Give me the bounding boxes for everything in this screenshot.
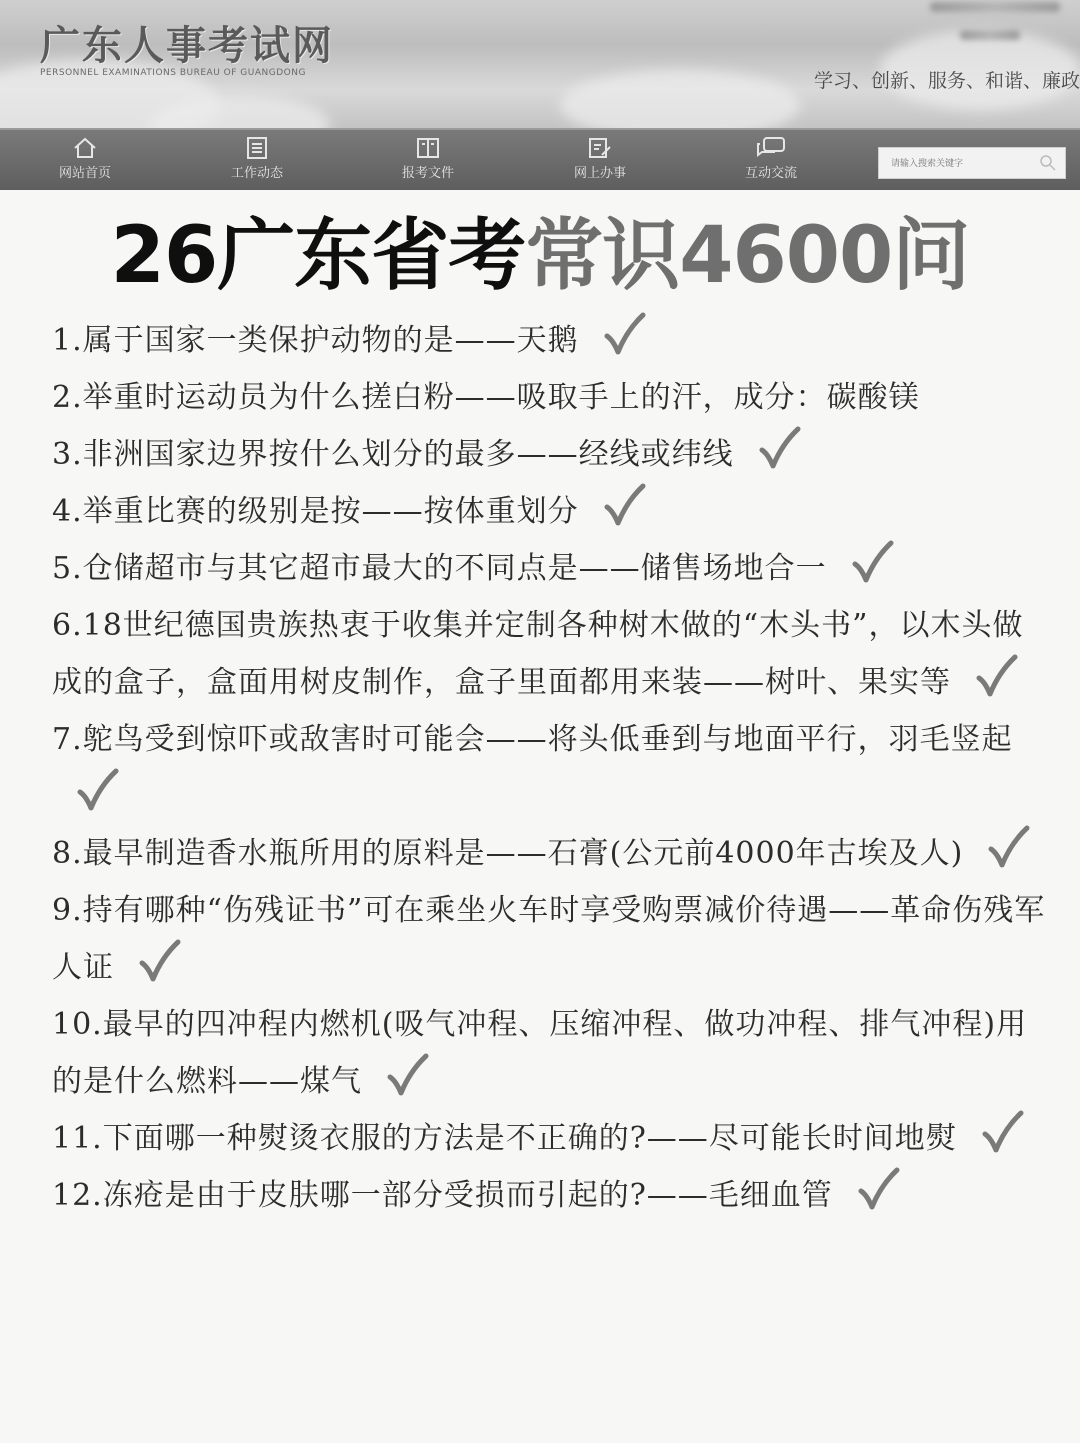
edit-icon — [587, 136, 613, 160]
qa-item — [52, 369, 1052, 426]
qa-text: 6.18世纪德国贵族热衷于收集并定制各种树木做的“木头书”，以木头做成的盒子，盒面用树皮制作，盒子里面都用来装——树叶、果实等 — [52, 608, 1024, 700]
qa-text: 4.举重比赛的级别是按——按体重划分 — [52, 494, 579, 529]
qa-item — [52, 825, 1052, 882]
nav-item-files[interactable] — [373, 136, 483, 181]
home-icon — [72, 136, 98, 160]
check-mark-icon — [987, 825, 1031, 869]
site-banner — [0, 0, 1080, 128]
qa-text: 2.举重时运动员为什么搓白粉——吸取手上的汗，成分：碳酸镁 — [52, 380, 920, 415]
nav-item-label: 网站首页 — [58, 166, 111, 181]
qa-text: 8.最早制造香水瓶所用的原料是——石膏(公元前4000年古埃及人) — [52, 836, 964, 871]
blurred-top-links — [930, 2, 1060, 12]
site-subtitle: PERSONNEL EXAMINATIONS BUREAU OF GUANGDONG — [40, 68, 306, 78]
nav-item-interaction[interactable] — [716, 136, 826, 181]
qa-item — [52, 1167, 1052, 1224]
nav-item-label: 报考文件 — [401, 166, 454, 181]
page-headline — [0, 206, 1080, 306]
headline-part-dark: 26广东省考 — [110, 211, 526, 301]
qa-item — [52, 1110, 1052, 1167]
qa-text: 12.冻疮是由于皮肤哪一部分受损而引起的?——毛细血管 — [52, 1178, 833, 1213]
check-mark-icon — [603, 483, 647, 527]
search-icon[interactable] — [1039, 154, 1057, 172]
nav-item-label: 工作动态 — [230, 166, 283, 181]
qa-item — [52, 597, 1052, 711]
site-slogan: 学习、创新、服务、和谐、廉政 — [813, 70, 1080, 92]
nav-item-label: 互动交流 — [744, 166, 797, 181]
nav-item-label: 网上办事 — [573, 166, 626, 181]
qa-item — [52, 312, 1052, 369]
qa-item — [52, 882, 1052, 996]
qa-text: 1.属于国家一类保护动物的是——天鹅 — [52, 323, 579, 358]
blurred-top-links — [960, 30, 1020, 40]
check-mark-icon — [758, 426, 802, 470]
check-mark-icon — [981, 1110, 1025, 1154]
check-mark-icon — [857, 1167, 901, 1211]
qa-text: 5.仓储超市与其它超市最大的不同点是——储售场地合一 — [52, 551, 827, 586]
qa-item — [52, 483, 1052, 540]
check-mark-icon — [975, 654, 1019, 698]
check-mark-icon — [138, 939, 182, 983]
check-mark-icon — [76, 768, 120, 812]
qa-item — [52, 540, 1052, 597]
book-icon — [415, 136, 441, 160]
document-icon — [244, 136, 270, 160]
check-mark-icon — [386, 1053, 430, 1097]
main-nav — [0, 128, 1080, 190]
search-box — [878, 147, 1066, 179]
banner-cloud — [560, 70, 800, 128]
qa-text: 3.非洲国家边界按什么划分的最多——经线或纬线 — [52, 437, 734, 472]
check-mark-icon — [851, 540, 895, 584]
qa-text: 10.最早的四冲程内燃机(吸气冲程、压缩冲程、做功冲程、排气冲程)用的是什么燃料——煤气 — [52, 1007, 1028, 1099]
qa-item — [52, 426, 1052, 483]
qa-text: 11.下面哪一种熨烫衣服的方法是不正确的?——尽可能长时间地熨 — [52, 1121, 957, 1156]
nav-item-news[interactable] — [202, 136, 312, 181]
nav-item-home[interactable] — [30, 136, 140, 181]
qa-text: 7.鸵鸟受到惊吓或敌害时可能会——将头低垂到与地面平行，羽毛竖起 — [52, 722, 1013, 757]
headline-part-gray: 常识4600问 — [525, 211, 970, 301]
qa-text: 9.持有哪种“伤残证书”可在乘坐火车时享受购票减价待遇——革命伤残军人证 — [52, 893, 1046, 985]
check-mark-icon — [603, 312, 647, 356]
chat-icon — [756, 136, 786, 160]
qa-list — [52, 312, 1052, 1224]
search-input[interactable] — [879, 148, 1043, 180]
nav-item-online-service[interactable] — [545, 136, 655, 181]
qa-item — [52, 996, 1052, 1110]
site-title[interactable]: 广东人事考试网 — [40, 23, 334, 69]
qa-item — [52, 711, 1052, 825]
